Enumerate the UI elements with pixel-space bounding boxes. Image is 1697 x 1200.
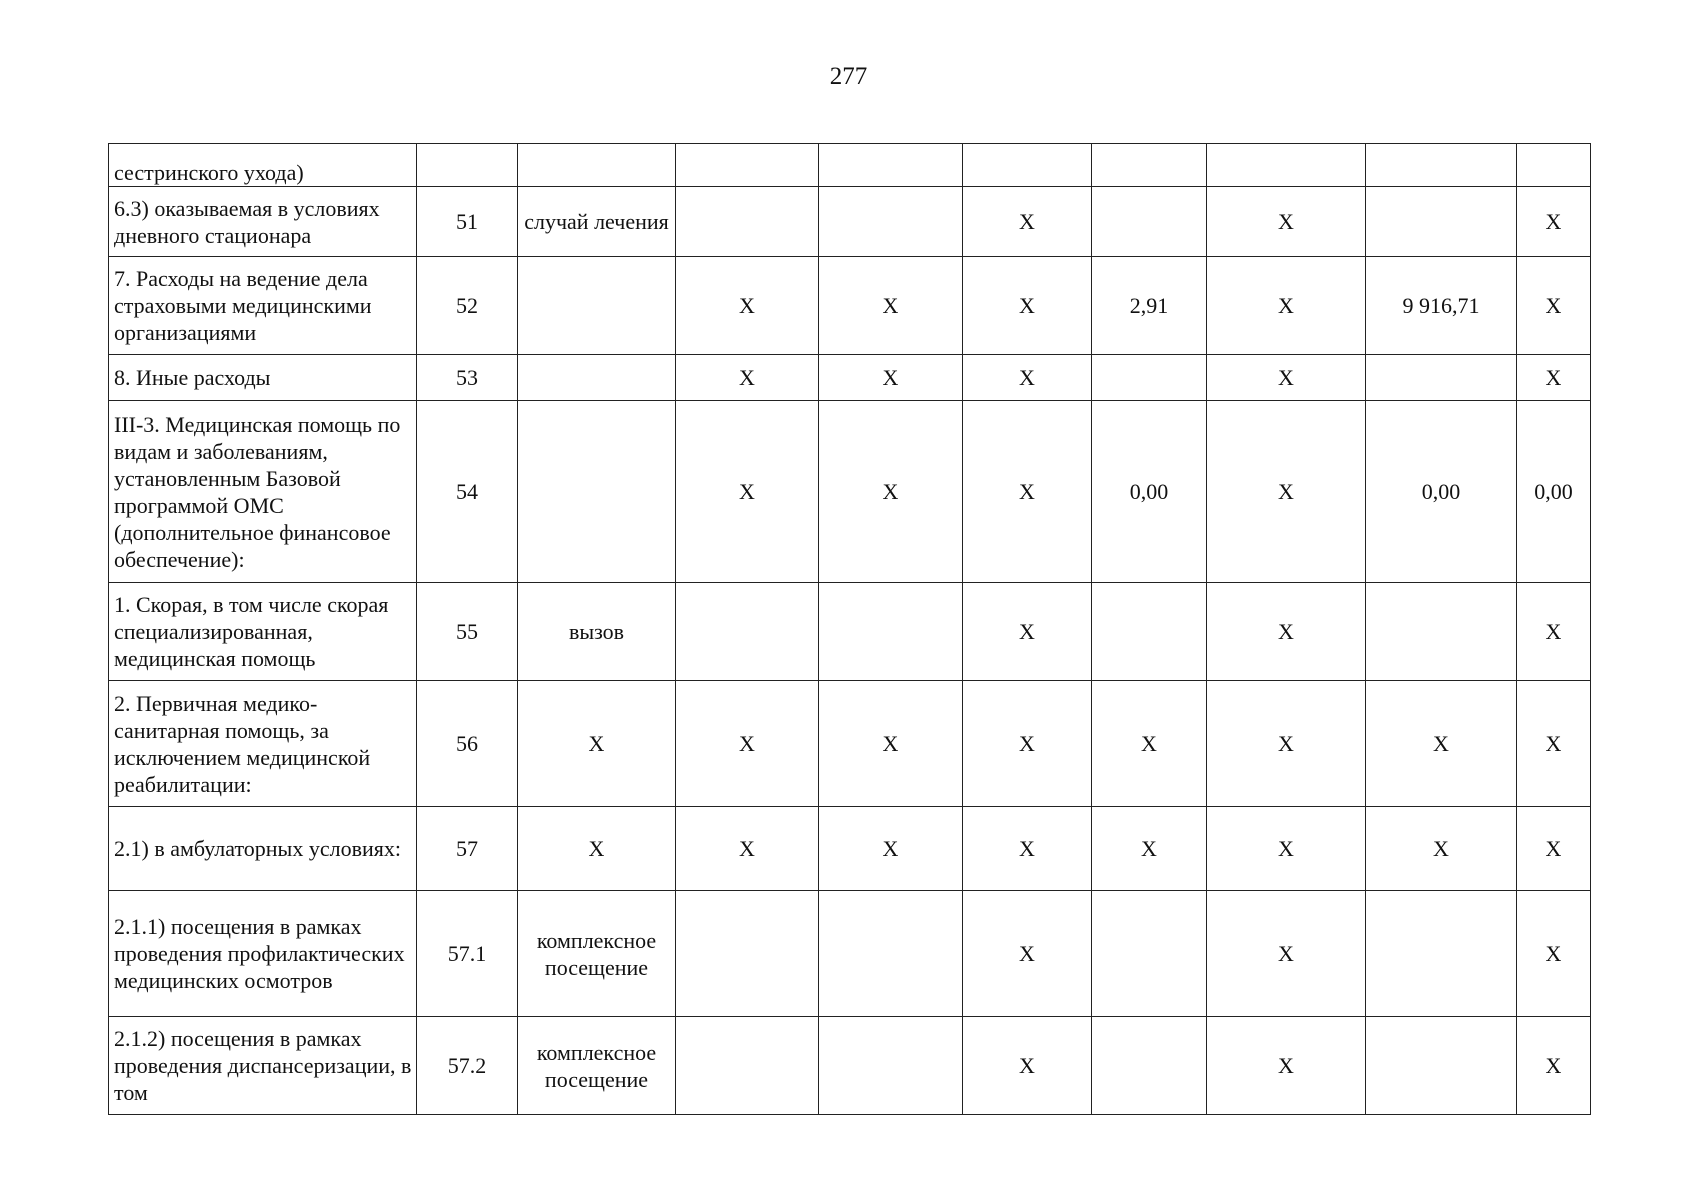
col-8-cell: Х xyxy=(1207,1017,1366,1115)
table-row xyxy=(109,187,1591,257)
col-10-cell: Х xyxy=(1517,187,1591,257)
col-8-cell: Х xyxy=(1207,187,1366,257)
row-number-cell: 57.1 xyxy=(417,891,518,1017)
table-row xyxy=(109,681,1591,807)
col-10-cell: Х xyxy=(1517,583,1591,681)
col-7-cell: Х xyxy=(1092,807,1207,891)
row-name-cell: сестринского ухода) xyxy=(109,144,417,187)
col-6-cell: Х xyxy=(963,355,1092,401)
col-9-cell xyxy=(1366,144,1517,187)
col-8-cell: Х xyxy=(1207,257,1366,355)
col-7-cell xyxy=(1092,1017,1207,1115)
col-4-cell: Х xyxy=(676,401,819,583)
row-number-cell: 51 xyxy=(417,187,518,257)
col-7-cell xyxy=(1092,355,1207,401)
col-7-cell xyxy=(1092,187,1207,257)
row-number-cell: 56 xyxy=(417,681,518,807)
row-name-cell: 8. Иные расходы xyxy=(109,355,417,401)
col-5-cell xyxy=(819,144,963,187)
col-6-cell: Х xyxy=(963,401,1092,583)
row-number-cell: 52 xyxy=(417,257,518,355)
col-4-cell xyxy=(676,187,819,257)
col-8-cell: Х xyxy=(1207,891,1366,1017)
col-4-cell: Х xyxy=(676,681,819,807)
unit-cell xyxy=(518,355,676,401)
col-4-cell xyxy=(676,1017,819,1115)
unit-cell: вызов xyxy=(518,583,676,681)
col-8-cell: Х xyxy=(1207,401,1366,583)
col-10-cell: Х xyxy=(1517,891,1591,1017)
row-name-cell: 2.1.1) посещения в рамках проведения профилактических медицинских осмотров xyxy=(109,891,417,1017)
table-row xyxy=(109,401,1591,583)
col-7-cell: Х xyxy=(1092,681,1207,807)
row-name-cell: 2. Первичная медико-санитарная помощь, за исключением медицинской реабилитации: xyxy=(109,681,417,807)
col-6-cell: Х xyxy=(963,257,1092,355)
col-9-cell xyxy=(1366,1017,1517,1115)
col-5-cell: Х xyxy=(819,401,963,583)
table-row xyxy=(109,1017,1591,1115)
unit-cell: комплексное посещение xyxy=(518,891,676,1017)
col-10-cell: 0,00 xyxy=(1517,401,1591,583)
row-name-cell: 2.1) в амбулаторных условиях: xyxy=(109,807,417,891)
row-number-cell xyxy=(417,144,518,187)
table-row xyxy=(109,807,1591,891)
col-8-cell: Х xyxy=(1207,681,1366,807)
col-7-cell xyxy=(1092,583,1207,681)
row-name-cell: 2.1.2) посещения в рамках проведения диспансеризации, в том xyxy=(109,1017,417,1115)
col-6-cell: Х xyxy=(963,187,1092,257)
col-4-cell xyxy=(676,891,819,1017)
col-9-cell xyxy=(1366,583,1517,681)
row-name-cell: 7. Расходы на ведение дела страховыми медицинскими организациями xyxy=(109,257,417,355)
col-5-cell xyxy=(819,1017,963,1115)
col-10-cell: Х xyxy=(1517,807,1591,891)
row-number-cell: 57 xyxy=(417,807,518,891)
row-number-cell: 53 xyxy=(417,355,518,401)
col-10-cell: Х xyxy=(1517,355,1591,401)
col-7-cell xyxy=(1092,891,1207,1017)
col-6-cell: Х xyxy=(963,807,1092,891)
table-body xyxy=(109,144,1591,1115)
col-5-cell: Х xyxy=(819,681,963,807)
col-9-cell xyxy=(1366,187,1517,257)
table-row xyxy=(109,891,1591,1017)
col-5-cell xyxy=(819,583,963,681)
col-6-cell: Х xyxy=(963,891,1092,1017)
col-4-cell: Х xyxy=(676,807,819,891)
row-number-cell: 57.2 xyxy=(417,1017,518,1115)
col-10-cell: Х xyxy=(1517,257,1591,355)
col-4-cell: Х xyxy=(676,257,819,355)
col-10-cell: Х xyxy=(1517,1017,1591,1115)
table-row xyxy=(109,583,1591,681)
table-row xyxy=(109,144,1591,187)
unit-cell: случай лечения xyxy=(518,187,676,257)
unit-cell xyxy=(518,401,676,583)
col-4-cell xyxy=(676,583,819,681)
col-9-cell: 0,00 xyxy=(1366,401,1517,583)
col-5-cell: Х xyxy=(819,807,963,891)
col-6-cell: Х xyxy=(963,1017,1092,1115)
unit-cell: Х xyxy=(518,681,676,807)
col-9-cell xyxy=(1366,891,1517,1017)
col-8-cell: Х xyxy=(1207,807,1366,891)
row-name-cell: 1. Скорая, в том числе скорая специализированная, медицинская помощь xyxy=(109,583,417,681)
col-6-cell xyxy=(963,144,1092,187)
col-5-cell: Х xyxy=(819,355,963,401)
col-9-cell xyxy=(1366,355,1517,401)
col-9-cell: Х xyxy=(1366,807,1517,891)
unit-cell xyxy=(518,257,676,355)
col-9-cell: 9 916,71 xyxy=(1366,257,1517,355)
col-10-cell: Х xyxy=(1517,681,1591,807)
unit-cell: комплексное посещение xyxy=(518,1017,676,1115)
row-name-cell: 6.3) оказываемая в условиях дневного стационара xyxy=(109,187,417,257)
table-row xyxy=(109,355,1591,401)
col-10-cell xyxy=(1517,144,1591,187)
col-7-cell: 2,91 xyxy=(1092,257,1207,355)
col-5-cell xyxy=(819,891,963,1017)
col-8-cell: Х xyxy=(1207,355,1366,401)
col-8-cell: Х xyxy=(1207,583,1366,681)
row-number-cell: 55 xyxy=(417,583,518,681)
col-9-cell: Х xyxy=(1366,681,1517,807)
col-7-cell: 0,00 xyxy=(1092,401,1207,583)
col-5-cell: Х xyxy=(819,257,963,355)
table-row xyxy=(109,257,1591,355)
unit-cell xyxy=(518,144,676,187)
col-7-cell xyxy=(1092,144,1207,187)
unit-cell: Х xyxy=(518,807,676,891)
col-6-cell: Х xyxy=(963,681,1092,807)
row-number-cell: 54 xyxy=(417,401,518,583)
col-5-cell xyxy=(819,187,963,257)
col-6-cell: Х xyxy=(963,583,1092,681)
col-4-cell: Х xyxy=(676,355,819,401)
col-8-cell xyxy=(1207,144,1366,187)
page-number: 277 xyxy=(829,63,868,90)
finance-table xyxy=(108,143,1591,1115)
row-name-cell: III-3. Медицинская помощь по видам и заболеваниям, установленным Базовой программой ОМС (дополнительное финансовое обеспечение): xyxy=(109,401,417,583)
col-4-cell xyxy=(676,144,819,187)
